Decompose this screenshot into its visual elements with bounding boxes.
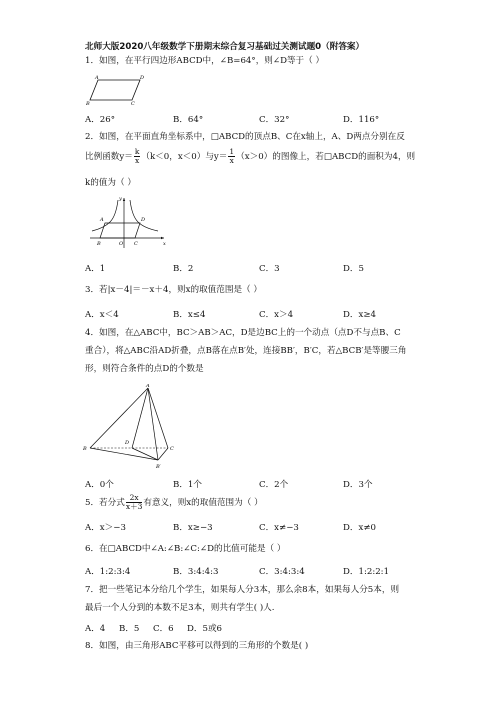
q3-option-d[interactable]: D．x≥4	[343, 310, 376, 320]
q2-option-d[interactable]: D．5	[343, 264, 364, 274]
q5-option-a[interactable]: A．x＞−3	[85, 523, 126, 533]
q4-line3: 形，则符合条件的点D的个数是	[85, 364, 204, 374]
q2-line1: 2．如图，在平面直角坐标系中，□ABCD的顶点B、C在x轴上，A、D两点分别在反	[85, 132, 405, 142]
q3-option-a[interactable]: A．x＜4	[85, 310, 119, 320]
q2-line2-post: （x＞0）的图像上，若□ABCD的面积为4，则	[236, 152, 416, 162]
q1-label-c: C	[131, 101, 135, 106]
q2-label-x: x	[163, 241, 166, 247]
q7-line1: 7．把一些笔记本分给几个学生，如果每人分3本，那么余8本，如果每人分5本，则	[85, 585, 400, 595]
q3-text: 3．若|x－4|＝－x＋4，则x的取值范围是（ ）	[85, 285, 262, 295]
q4-option-a[interactable]: A．0个	[85, 480, 114, 490]
q4-label-b: B	[83, 446, 87, 452]
q7-option-c[interactable]: C．6	[153, 624, 174, 634]
q5-pre: 5．若分式	[85, 498, 125, 508]
q4-line2: 重合），将△ABC沿AD折叠，点B落在点B′处，连接BB′，B′C，若△BCB′是等腰三角	[85, 346, 407, 356]
q2-fraction-1-over-x: $\frac{1}{x}$	[229, 147, 235, 165]
q6-text: 6．在□ABCD中∠A:∠B:∠C:∠D的比值可能是（ ）	[85, 544, 286, 554]
q4-option-b[interactable]: B．1个	[173, 480, 202, 490]
q4-label-c: C	[170, 446, 174, 452]
q7-option-a[interactable]: A．4	[85, 624, 106, 634]
q1-label-b: B	[86, 101, 90, 106]
q5-option-d[interactable]: D．x≠0	[343, 523, 376, 533]
q7-option-b[interactable]: B．5	[119, 624, 140, 634]
document-title: 北师大版2020八年级数学下册期末综合复习基础过关测试题0（附答案）	[85, 42, 365, 52]
q4-option-c[interactable]: C．2个	[259, 480, 289, 490]
q2-label-y: y	[119, 196, 122, 202]
q1-option-d[interactable]: D．116°	[343, 115, 380, 125]
q4-triangle-figure	[82, 384, 182, 472]
q8-text: 8．如图，由三角形ABC平移可以得到的三角形的个数是( )	[85, 641, 309, 651]
q2-fraction-k-over-x: $\frac{k}{x}$	[134, 147, 140, 165]
q1-option-c[interactable]: C．32°	[259, 115, 290, 125]
q7-line2: 最后一个人分到的本数不足3本，则共有学生( )人.	[85, 603, 275, 613]
q2-label-c: C	[134, 241, 138, 247]
q1-label-d: D	[140, 75, 145, 81]
q2-line2-pre: 比例函数y＝	[85, 152, 133, 162]
q2-label-d: D	[141, 217, 146, 223]
q4-label-d: D	[125, 440, 130, 446]
q2-label-b: B	[97, 241, 101, 247]
q2-option-b[interactable]: B．2	[173, 264, 194, 274]
q6-option-b[interactable]: B．3:4:4:3	[173, 567, 219, 577]
q3-option-b[interactable]: B．x≤4	[173, 310, 206, 320]
q2-option-a[interactable]: A．1	[85, 264, 106, 274]
q2-label-a: A	[100, 217, 104, 223]
q2-coordinate-figure	[86, 194, 168, 250]
q2-line3: k的值为（ ）	[85, 178, 136, 188]
q4-label-a: A	[146, 384, 150, 389]
q2-line2	[85, 148, 415, 166]
q5-text	[85, 493, 263, 513]
q7-option-d[interactable]: D．5或6	[187, 624, 223, 634]
q5-option-c[interactable]: C．x≠−3	[259, 523, 299, 533]
q3-option-c[interactable]: C．x＞4	[259, 310, 294, 320]
q2-label-o: O	[119, 241, 124, 247]
q2-line2-mid: （k＜0，x＜0）与y＝	[141, 152, 228, 162]
q6-option-c[interactable]: C．3:4:3:4	[259, 567, 305, 577]
q5-post: 有意义，则x的取值范围为（ ）	[143, 498, 263, 508]
q6-option-d[interactable]: D．1:2:2:1	[343, 567, 390, 577]
q1-option-b[interactable]: B．64°	[173, 115, 204, 125]
q1-parallelogram-figure	[86, 74, 146, 106]
q1-label-a: A	[95, 75, 99, 81]
q5-option-b[interactable]: B．x≥−3	[173, 523, 213, 533]
q4-line1: 4．如图，在△ABC中，BC＞AB＞AC，D是边BC上的一个动点（点D不与点B、C	[85, 328, 401, 338]
q2-option-c[interactable]: C．3	[259, 264, 280, 274]
q5-fraction: $\frac{2x}{x+3}$	[125, 493, 143, 511]
q6-option-a[interactable]: A．1:2:3:4	[85, 567, 131, 577]
q4-option-d[interactable]: D．3个	[343, 480, 373, 490]
q1-text: 1．如图，在平行四边形ABCD中，∠B=64°，则∠D等于（ ）	[85, 56, 325, 66]
q4-label-b-prime: B′	[156, 464, 161, 470]
q1-option-a[interactable]: A．26°	[85, 115, 116, 125]
